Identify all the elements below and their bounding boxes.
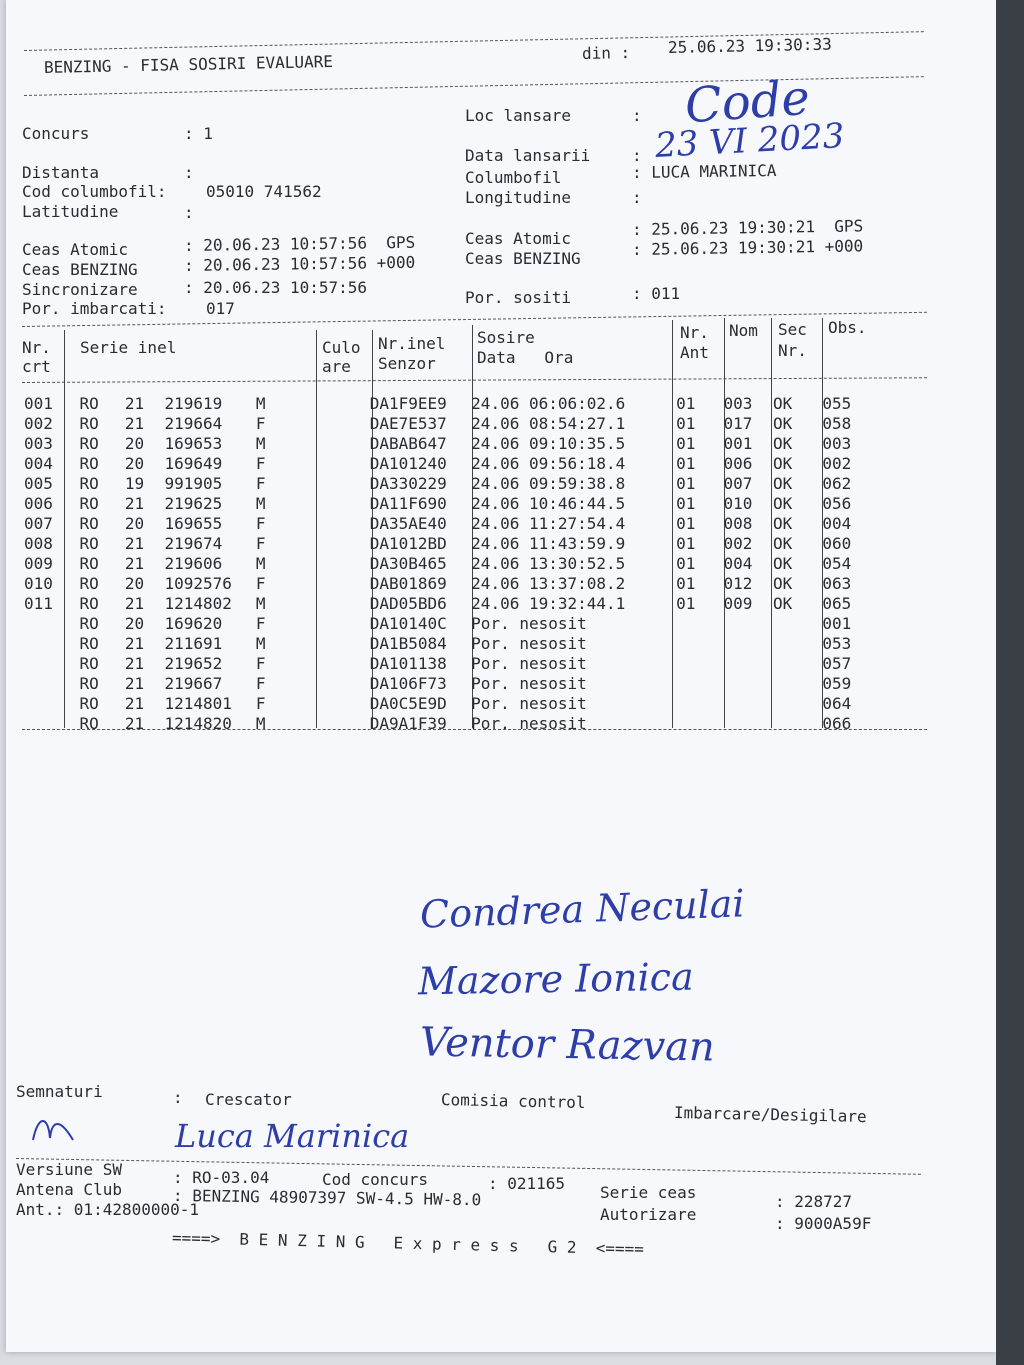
cell-obs: 001 [822, 614, 852, 633]
cell-nr-ant: 01 [676, 494, 696, 513]
info-label: Ceas Atomic [465, 229, 571, 248]
background-edge [996, 0, 1024, 1365]
cell-nr-crt: 007 [24, 514, 53, 533]
table-row [24, 454, 874, 474]
cell-inel: 1214801 [164, 694, 232, 713]
cell-nr-ant: 01 [676, 514, 696, 533]
handwritten-crescator: Luca Marinica [175, 1117, 410, 1155]
cell-inel: 1214802 [164, 594, 232, 613]
info-label: Por. imbarcati: [22, 299, 167, 318]
cell-nr-crt: 006 [24, 494, 53, 513]
header-culoare: are [322, 357, 351, 376]
cell-sec [773, 674, 822, 694]
cell-nr-crt [24, 674, 79, 694]
cell-sec: OK [773, 414, 793, 433]
cell-tara: RO [79, 414, 99, 433]
cell-nom: 002 [723, 534, 753, 553]
cell-sec [773, 694, 822, 714]
cell-nr-ant: 01 [676, 574, 696, 593]
cell-inel: 219674 [164, 534, 223, 553]
cell-an: 21 [124, 534, 145, 553]
cell-senzor: DA1012BD [369, 534, 447, 553]
cell-tara: RO [79, 554, 99, 573]
info-label: Ceas BENZING [465, 249, 581, 268]
cell-sex: M [255, 594, 266, 613]
cell-an: 21 [124, 394, 145, 413]
cell-nr-ant: 01 [676, 414, 696, 433]
signature-imbarcare-label: Imbarcare/Desigilare [673, 1103, 867, 1127]
info-label: Cod columbofil: [22, 182, 167, 201]
footer-cod-concurs-value: : 021165 [488, 1174, 566, 1193]
cell-tara: RO [79, 494, 99, 513]
cell-sex: M [255, 434, 266, 453]
cell-obs: 054 [822, 554, 852, 573]
cell-nr-crt [24, 634, 79, 654]
cell-senzor: DA30B465 [369, 554, 447, 573]
table-row [24, 574, 874, 594]
cell-sex: M [255, 554, 266, 573]
footer-ant-line: Ant.: 01:42800000-1 [16, 1200, 200, 1219]
info-label: Ceas Atomic [22, 240, 128, 259]
table-row [24, 654, 874, 674]
cell-nr-crt: 001 [24, 394, 53, 413]
cell-senzor: DA101240 [369, 454, 447, 473]
cell-inel: 219625 [164, 494, 223, 513]
cell-senzor: DA1B5084 [369, 634, 447, 653]
info-value: : 25.06.23 19:30:21 GPS [631, 216, 864, 239]
cell-nr-crt [24, 714, 79, 734]
cell-nom: 017 [723, 414, 753, 433]
cell-sec: OK [773, 554, 793, 573]
info-label: Data lansarii [465, 146, 591, 165]
header-nom: Nom [729, 321, 758, 340]
cell-nr-ant: 01 [676, 474, 696, 493]
table-row [24, 474, 874, 494]
footer-antena-value: : BENZING 48907397 SW-4.5 HW-8.0 [172, 1186, 482, 1210]
cell-sosire: 24.06 09:59:38.8 [471, 474, 626, 493]
info-label: Loc lansare [465, 106, 571, 125]
cell-sex: F [255, 414, 266, 433]
cell-senzor: DAB01869 [369, 574, 447, 593]
cell-sosire: 24.06 09:10:35.5 [471, 434, 626, 453]
cell-nr-ant: 01 [676, 454, 696, 473]
cell-sosire: Por. nesosit [471, 614, 587, 633]
cell-an: 20 [124, 434, 145, 453]
handwritten-loc-lansare: Code [683, 69, 812, 135]
cell-sosire: 24.06 08:54:27.1 [471, 414, 626, 433]
signature-mark [28, 1110, 78, 1150]
table-row [24, 614, 874, 634]
info-value: : [184, 203, 194, 222]
cell-nom [723, 634, 773, 654]
header-nr-ant: Nr. [680, 323, 709, 342]
cell-sec: OK [773, 474, 793, 493]
info-label: Latitudine [22, 202, 119, 221]
info-label: Longitudine [465, 188, 571, 207]
header-nr-crt: Nr. [22, 338, 51, 357]
info-value: 017 [206, 299, 235, 318]
cell-sex: M [255, 634, 266, 653]
info-value: : 20.06.23 10:57:56 [184, 278, 368, 297]
table-row [24, 534, 874, 554]
info-value: : LUCA MARINICA [631, 160, 777, 182]
cell-an: 20 [124, 614, 145, 633]
info-value: : [632, 106, 642, 125]
cell-nom [723, 674, 773, 694]
cell-sex: F [255, 534, 266, 553]
cell-nom: 012 [723, 574, 753, 593]
handwritten-data-lansarii: 23 VI 2023 [654, 116, 846, 166]
table-row [24, 394, 874, 414]
cell-an: 21 [124, 594, 145, 613]
cell-an: 21 [124, 634, 145, 653]
cell-senzor: DA10140C [369, 614, 447, 633]
cell-nom: 008 [723, 514, 753, 533]
cell-sex: F [255, 574, 266, 593]
footer-brand-line: ====> B E N Z I N G E x p r e s s G 2 <==== [171, 1228, 645, 1259]
header-senzor: Senzor [378, 354, 436, 373]
info-value: : 20.06.23 10:57:56 +000 [183, 252, 416, 275]
cell-senzor: DA0C5E9D [369, 694, 447, 713]
cell-tara: RO [79, 514, 99, 533]
cell-nom [723, 654, 773, 674]
cell-sosire: 24.06 10:46:44.5 [471, 494, 626, 513]
cell-an: 21 [124, 414, 145, 433]
header-nr-ant: Ant [680, 343, 709, 362]
cell-nr-ant [676, 674, 723, 694]
cell-sex: F [255, 694, 266, 713]
cell-inel: 219652 [164, 654, 223, 673]
cell-tara: RO [79, 574, 99, 593]
cell-sex: M [255, 714, 266, 733]
cell-obs: 053 [822, 634, 852, 653]
cell-sec: OK [773, 434, 793, 453]
cell-nom [723, 714, 773, 734]
cell-nom: 010 [723, 494, 753, 513]
cell-senzor: DA9A1F39 [369, 714, 447, 733]
header-sec: Sec [778, 320, 807, 339]
cell-an: 21 [124, 674, 145, 693]
signature-crescator-label: Crescator [205, 1090, 292, 1109]
cell-sosire: Por. nesosit [471, 674, 587, 693]
cell-nr-crt: 008 [24, 534, 53, 553]
info-value: : 20.06.23 10:57:56 GPS [183, 232, 416, 255]
handwritten-name: Condrea Neculai [419, 881, 746, 937]
cell-sec [773, 634, 822, 654]
table-row [24, 694, 874, 714]
cell-sosire: Por. nesosit [471, 634, 587, 653]
table-row [24, 514, 874, 534]
arrivals-table [24, 394, 874, 734]
cell-nr-ant: 01 [676, 534, 696, 553]
cell-sex: F [255, 514, 266, 533]
cell-nr-ant [676, 614, 723, 634]
cell-sex: F [255, 674, 266, 693]
footer-autorizare-value: : 9000A59F [775, 1214, 872, 1233]
cell-nom: 001 [723, 434, 753, 453]
table-row [24, 554, 874, 574]
signatures-label: Semnaturi [16, 1082, 103, 1101]
cell-nr-ant: 01 [676, 394, 696, 413]
cell-senzor: DA330229 [369, 474, 447, 493]
cell-senzor: DA11F690 [369, 494, 447, 513]
cell-senzor: DAE7E537 [369, 414, 447, 433]
table-row [24, 434, 874, 454]
info-value: : [184, 163, 194, 182]
cell-sec: OK [773, 514, 793, 533]
cell-tara: RO [79, 614, 99, 633]
cell-nr-ant: 01 [676, 594, 696, 613]
cell-nr-ant [676, 654, 723, 674]
cell-senzor: DA35AE40 [369, 514, 447, 533]
cell-sec: OK [773, 594, 793, 613]
cell-nr-crt [24, 614, 79, 634]
cell-tara: RO [79, 694, 99, 713]
cell-senzor: DA106F73 [369, 674, 447, 693]
cell-nom: 004 [723, 554, 753, 573]
cell-obs: 066 [822, 714, 852, 733]
footer-serie-ceas-label: Serie ceas [600, 1183, 697, 1202]
cell-tara: RO [79, 394, 99, 413]
cell-senzor: DABAB647 [369, 434, 447, 453]
cell-inel: 169653 [164, 434, 223, 453]
info-label: Distanta [22, 163, 100, 182]
info-value: 05010 741562 [206, 182, 322, 201]
header-title: BENZING - FISA SOSIRI EVALUARE [43, 51, 334, 77]
cell-sex: F [255, 454, 266, 473]
cell-sec [773, 714, 822, 734]
cell-inel: 169649 [164, 454, 223, 473]
signature-comisia-label: Comisia control [440, 1090, 586, 1113]
cell-nom: 009 [723, 594, 753, 613]
cell-sosire: Por. nesosit [471, 654, 587, 673]
cell-inel: 219606 [164, 554, 223, 573]
cell-tara: RO [79, 654, 99, 673]
cell-tara: RO [79, 634, 99, 653]
cell-obs: 060 [822, 534, 852, 553]
cell-inel: 219664 [164, 414, 223, 433]
cell-obs: 056 [822, 494, 852, 513]
cell-sec: OK [773, 394, 793, 413]
info-label: Sincronizare [22, 280, 138, 299]
cell-sec: OK [773, 574, 793, 593]
cell-senzor: DA1F9EE9 [369, 394, 447, 413]
table-row [24, 634, 874, 654]
header-nr-crt: crt [22, 357, 51, 376]
cell-nr-ant: 01 [676, 554, 696, 573]
cell-sosire: 24.06 13:30:52.5 [471, 554, 626, 573]
cell-obs: 058 [822, 414, 852, 433]
info-value: : 011 [632, 284, 681, 303]
cell-sex: F [255, 474, 266, 493]
cell-inel: 1092576 [164, 574, 232, 593]
cell-sosire: 24.06 11:43:59.9 [471, 534, 626, 553]
cell-sosire: 24.06 09:56:18.4 [471, 454, 626, 473]
cell-an: 21 [124, 494, 145, 513]
cell-sosire: 24.06 11:27:54.4 [471, 514, 626, 533]
cell-an: 20 [124, 514, 145, 533]
cell-tara: RO [79, 434, 99, 453]
cell-obs: 002 [822, 454, 852, 473]
footer-cod-concurs-label: Cod concurs [322, 1170, 428, 1189]
cell-nr-ant [676, 714, 723, 734]
cell-nr-ant [676, 634, 723, 654]
footer-antena-label: Antena Club [16, 1180, 122, 1199]
footer-serie-ceas-value: : 228727 [775, 1192, 853, 1211]
cell-nr-crt [24, 654, 79, 674]
cell-sex: M [255, 394, 266, 413]
cell-an: 20 [124, 454, 145, 473]
cell-nr-crt [24, 694, 79, 714]
header-din-value: 25.06.23 19:30:33 [667, 34, 832, 57]
cell-nom: 006 [723, 454, 753, 473]
cell-an: 19 [124, 474, 145, 493]
cell-inel: 219667 [164, 674, 223, 693]
info-label: Concurs [22, 124, 90, 143]
cell-nom [723, 614, 773, 634]
cell-inel: 219619 [164, 394, 223, 413]
cell-tara: RO [79, 714, 99, 733]
cell-sosire: Por. nesosit [471, 714, 587, 733]
footer-versiune-value: : RO-03.04 [173, 1168, 270, 1187]
cell-tara: RO [79, 674, 99, 693]
info-label: Por. sositi [465, 288, 571, 307]
footer-versiune-label: Versiune SW [16, 1160, 122, 1179]
cell-inel: 991905 [164, 474, 223, 493]
header-serie-inel: Serie inel [80, 338, 177, 357]
table-row [24, 594, 874, 614]
cell-sec [773, 614, 822, 634]
cell-sex: F [255, 614, 266, 633]
cell-obs: 057 [822, 654, 852, 673]
cell-sosire: 24.06 13:37:08.2 [471, 574, 626, 593]
cell-nr-ant: 01 [676, 434, 696, 453]
info-value: : [632, 188, 642, 207]
table-row [24, 674, 874, 694]
header-senzor: Nr.inel [378, 334, 446, 353]
cell-sec: OK [773, 454, 793, 473]
header-sosire: Sosire [477, 328, 535, 347]
cell-an: 21 [124, 554, 145, 573]
header-sec: Nr. [778, 341, 807, 360]
cell-obs: 064 [822, 694, 852, 713]
info-label: Ceas BENZING [22, 260, 138, 279]
cell-sec: OK [773, 494, 793, 513]
cell-obs: 059 [822, 674, 852, 693]
header-obs: Obs. [828, 318, 867, 337]
cell-tara: RO [79, 594, 99, 613]
cell-nom [723, 694, 773, 714]
cell-obs: 063 [822, 574, 852, 593]
cell-an: 21 [124, 714, 145, 733]
cell-an: 20 [124, 574, 145, 593]
cell-tara: RO [79, 454, 99, 473]
cell-sosire: 24.06 19:32:44.1 [471, 594, 626, 613]
header-culoare: Culo [322, 338, 361, 357]
cell-nr-crt: 010 [24, 574, 53, 593]
info-label: Columbofil [465, 168, 562, 187]
cell-an: 21 [124, 654, 145, 673]
cell-sex: F [255, 654, 266, 673]
table-row [24, 414, 874, 434]
cell-an: 21 [124, 694, 145, 713]
cell-sosire: 24.06 06:06:02.6 [471, 394, 626, 413]
info-value: : 25.06.23 19:30:21 +000 [631, 236, 864, 259]
cell-obs: 062 [822, 474, 852, 493]
cell-obs: 003 [822, 434, 852, 453]
table-row [24, 714, 874, 734]
cell-nr-crt: 002 [24, 414, 53, 433]
cell-obs: 004 [822, 514, 852, 533]
table-row [24, 494, 874, 514]
cell-nr-crt: 011 [24, 594, 53, 613]
cell-nr-crt: 009 [24, 554, 53, 573]
cell-sec [773, 654, 822, 674]
cell-inel: 169620 [164, 614, 223, 633]
cell-nom: 003 [723, 394, 753, 413]
cell-sex: M [255, 494, 266, 513]
signatures-colon: : [173, 1088, 183, 1107]
cell-senzor: DA101138 [369, 654, 447, 673]
cell-nr-crt: 003 [24, 434, 53, 453]
cell-tara: RO [79, 534, 99, 553]
cell-sosire: Por. nesosit [471, 694, 587, 713]
header-sosire: Data Ora [477, 348, 574, 367]
cell-inel: 211691 [164, 634, 223, 653]
info-value: : [632, 146, 642, 165]
handwritten-name: Mazore Ionica [417, 954, 695, 1004]
header-din-label: din : [581, 42, 631, 63]
cell-sec: OK [773, 534, 793, 553]
cell-senzor: DAD05BD6 [369, 594, 447, 613]
cell-nr-ant [676, 694, 723, 714]
cell-obs: 065 [822, 594, 852, 613]
handwritten-name: Ventor Razvan [419, 1019, 716, 1071]
cell-nr-crt: 005 [24, 474, 53, 493]
info-value: : 1 [184, 124, 213, 143]
cell-inel: 1214820 [164, 714, 232, 733]
cell-tara: RO [79, 474, 99, 493]
footer-autorizare-label: Autorizare [600, 1205, 697, 1224]
cell-nr-crt: 004 [24, 454, 53, 473]
cell-inel: 169655 [164, 514, 223, 533]
cell-obs: 055 [822, 394, 852, 413]
cell-nom: 007 [723, 474, 753, 493]
